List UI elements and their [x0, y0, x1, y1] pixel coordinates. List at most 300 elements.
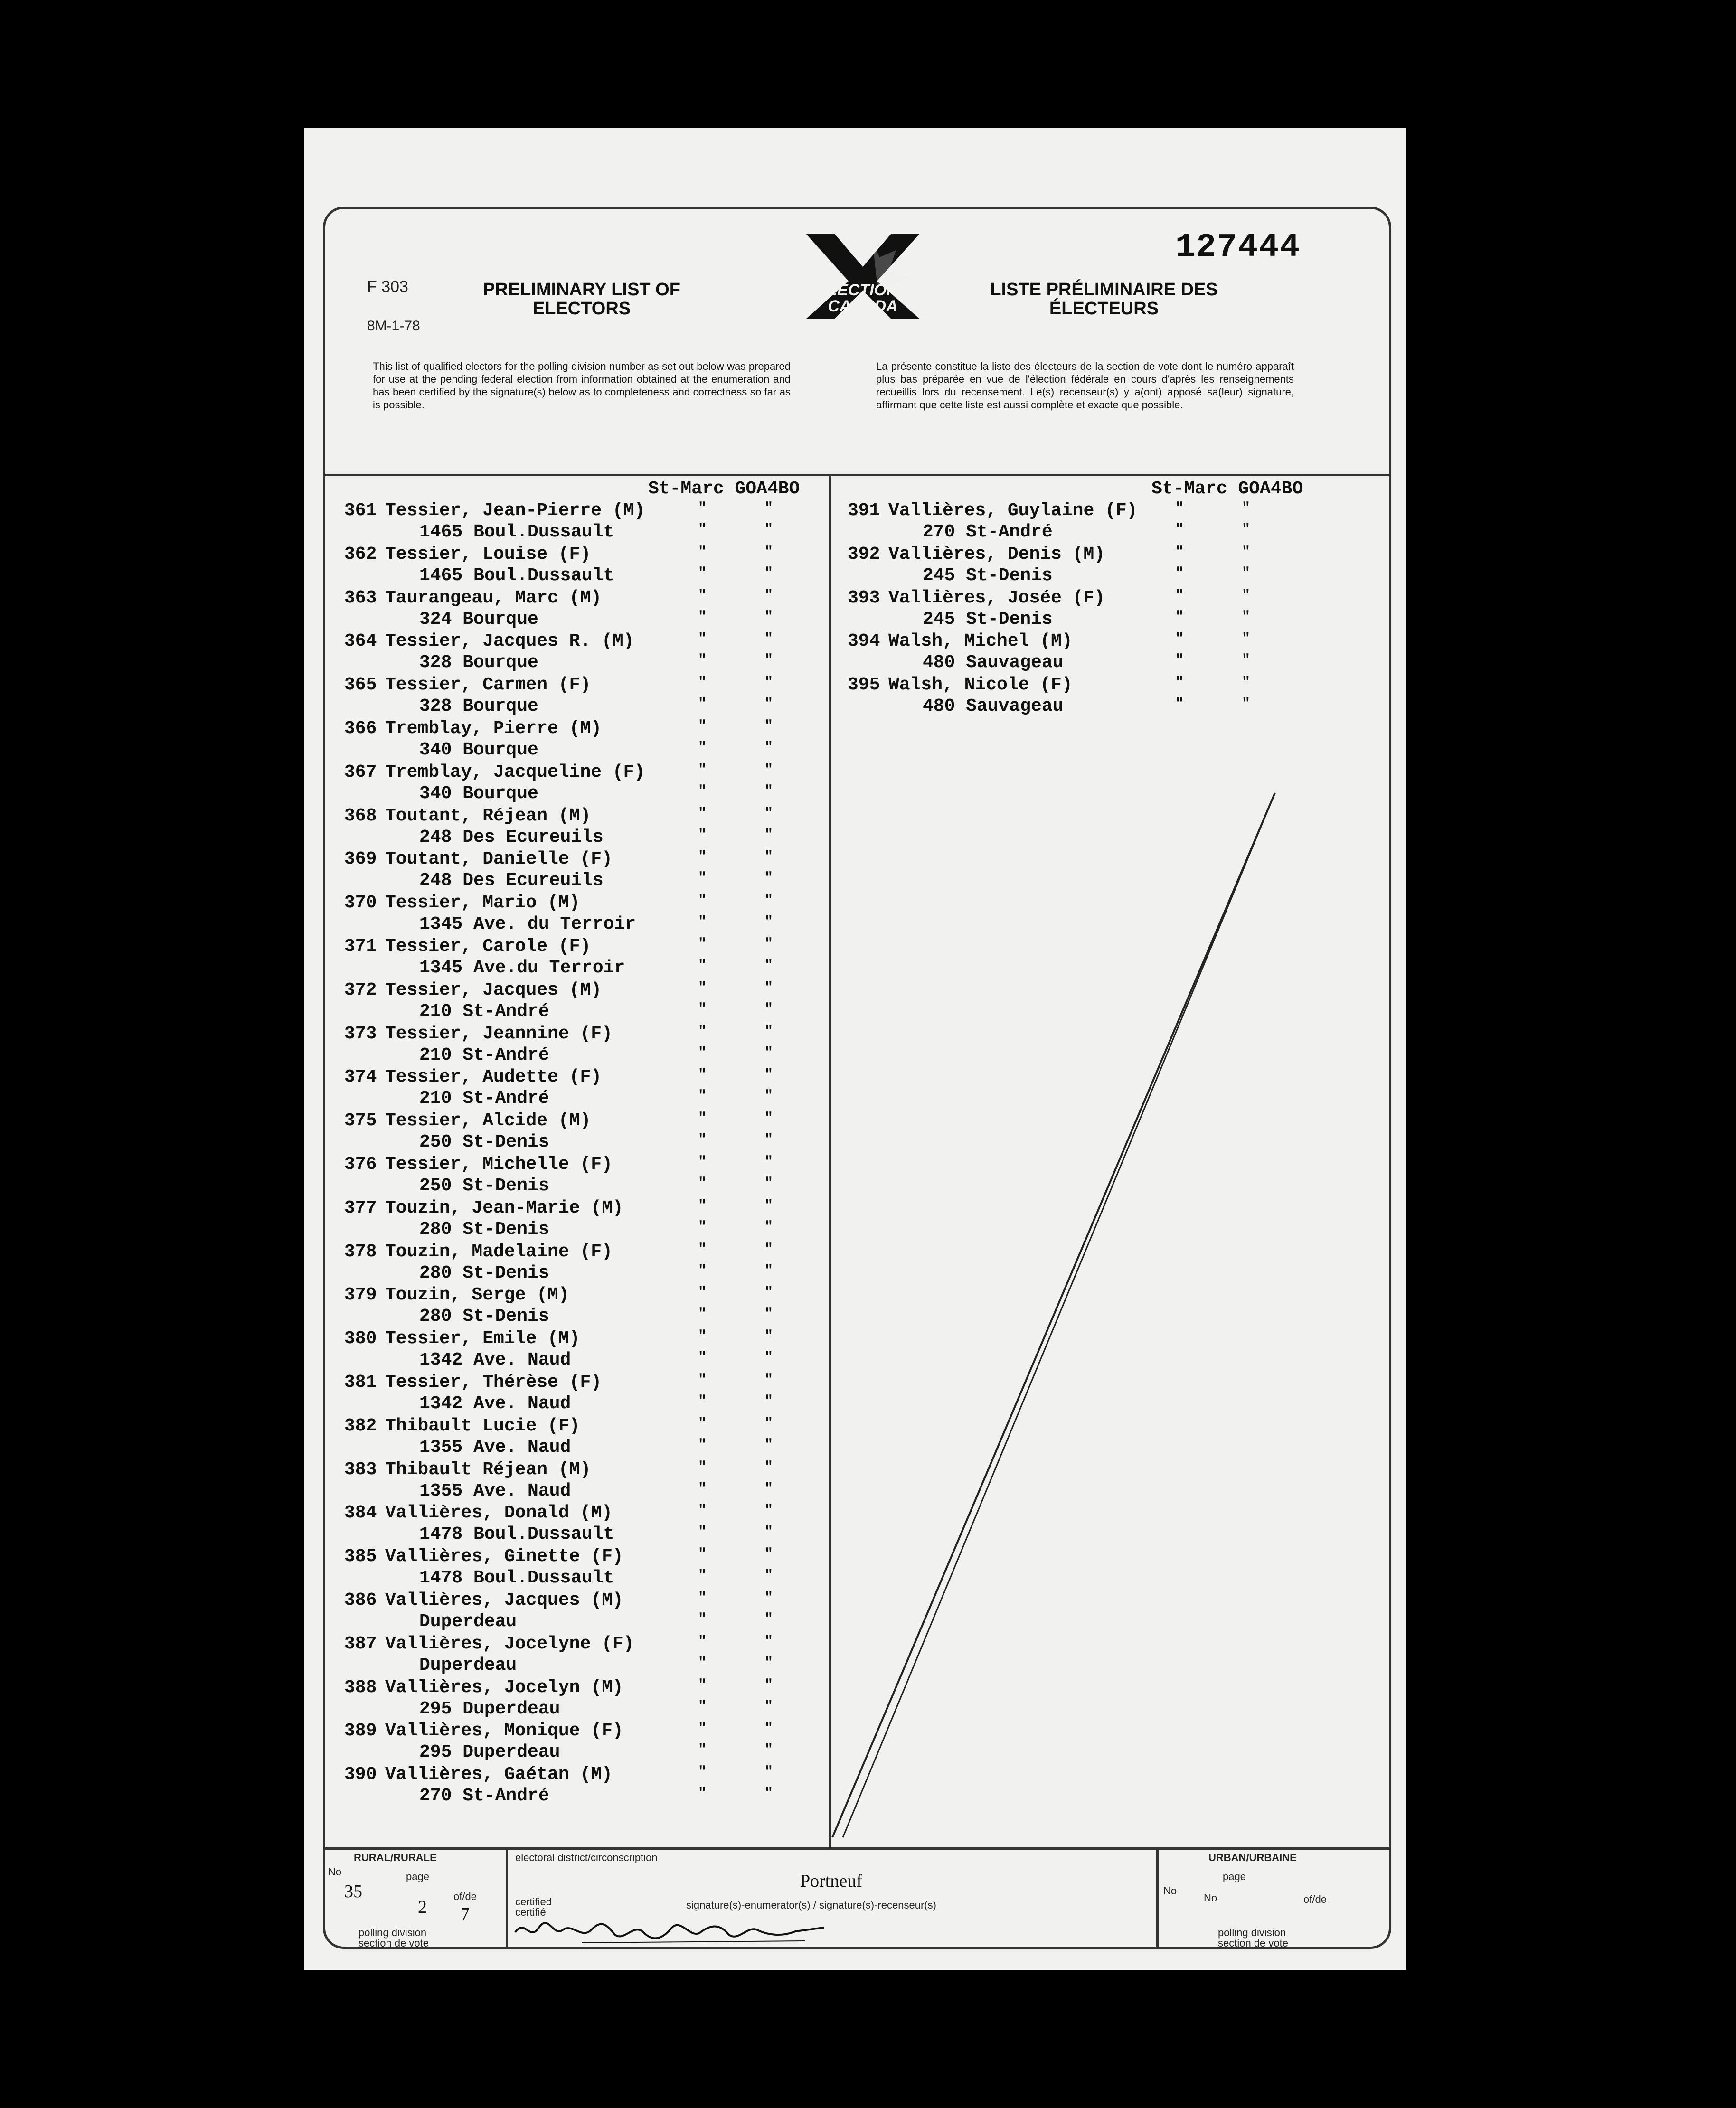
elector-entry: [848, 675, 1379, 718]
elector-name: Touzin, Serge (M): [385, 1285, 569, 1306]
elector-address: 280 St-Denis: [419, 1219, 549, 1240]
elections-canada-logo: [801, 229, 925, 324]
title-fr-line2: ÉLECTEURS: [1049, 299, 1159, 319]
elector-number: 367: [344, 762, 377, 782]
elector-address: 210 St-André: [419, 1045, 549, 1065]
ditto-mark: ": [698, 1437, 707, 1453]
ditto-mark: ": [764, 1219, 774, 1235]
ditto-mark: ": [698, 1241, 707, 1258]
elector-number: 391: [848, 500, 880, 521]
ditto-mark: ": [698, 609, 707, 625]
ditto-mark: ": [698, 500, 707, 517]
ditto-mark: ": [698, 1786, 707, 1802]
ditto-mark: ": [1175, 565, 1184, 582]
urban-polling-label-fr: section de vote: [1218, 1937, 1288, 1949]
ditto-mark: ": [1175, 631, 1184, 648]
elector-entry: [344, 1503, 824, 1546]
ditto-mark: ": [698, 1110, 707, 1127]
elector-number: 361: [344, 500, 377, 521]
elector-name: Tessier, Michelle (F): [385, 1154, 613, 1175]
ditto-mark: ": [764, 1328, 774, 1345]
ditto-mark: ": [698, 893, 707, 909]
elector-entry: [344, 1110, 824, 1154]
elector-name: Toutant, Danielle (F): [385, 849, 613, 870]
rural-label: RURAL/RURALE: [354, 1852, 437, 1863]
ditto-mark: ": [698, 1655, 707, 1671]
ditto-mark: ": [698, 805, 707, 822]
rural-no-label: No: [328, 1866, 342, 1878]
ditto-mark: ": [764, 1306, 774, 1323]
intro-text-english: This list of qualified electors for the polling division number as set out below was prepared for use at the pending federal election from information obtained at the enumeration and has been certified by the signature(s) below as to completeness and correctness so far as is possible.: [373, 360, 791, 411]
ditto-mark: ": [764, 936, 774, 952]
ditto-mark: ": [698, 1393, 707, 1410]
ditto-mark: ": [764, 1459, 774, 1476]
elector-number: 382: [344, 1415, 377, 1436]
ditto-mark: ": [764, 500, 774, 517]
ditto-mark: ": [1242, 522, 1251, 538]
ditto-mark: ": [764, 1372, 774, 1388]
ditto-mark: ": [698, 1023, 707, 1040]
elector-entry: [344, 806, 824, 849]
elector-name: Tessier, Jacques R. (M): [385, 631, 634, 652]
ditto-mark: ": [764, 1197, 774, 1214]
ditto-mark: ": [698, 1480, 707, 1497]
title-en-line1: PRELIMINARY LIST OF: [483, 280, 680, 300]
elector-number: 394: [848, 631, 880, 652]
ditto-mark: ": [764, 1262, 774, 1279]
ditto-mark: ": [764, 1546, 774, 1563]
elector-number: 393: [848, 587, 880, 608]
ditto-mark: ": [764, 1088, 774, 1105]
ditto-mark: ": [698, 1350, 707, 1366]
ditto-mark: ": [764, 1175, 774, 1192]
ditto-mark: ": [698, 1677, 707, 1694]
ditto-mark: ": [698, 1001, 707, 1017]
elector-name: Touzin, Jean-Marie (M): [385, 1197, 623, 1218]
ditto-mark: ": [698, 1590, 707, 1606]
elector-address: 1345 Ave. du Terroir: [419, 914, 636, 935]
form-border: [323, 207, 1391, 1949]
ditto-mark: ": [698, 1611, 707, 1628]
elector-name: Vallières, Monique (F): [385, 1721, 623, 1741]
elector-address: 295 Duperdeau: [419, 1742, 560, 1763]
intro-text-french: La présente constitue la liste des électeurs de la section de vote dont le numéro apparaît plus bas préparée en vue de l'élection fédérale en cours d'après les renseignements recueillis lors du recensement. Le(s) recenseur(s) y a(ont) apposé sa(leur) signature, affirmant que cette liste est aussi complète et exacte que possible.: [876, 360, 1294, 411]
elector-address: 324 Bourque: [419, 609, 538, 630]
ditto-mark: ": [764, 1393, 774, 1410]
title-fr-line1: LISTE PRÉLIMINAIRE DES: [990, 280, 1218, 300]
ditto-mark: ": [698, 652, 707, 669]
ditto-mark: ": [698, 675, 707, 691]
elector-address: 328 Bourque: [419, 652, 538, 673]
ditto-mark: ": [764, 1154, 774, 1170]
elector-entry: [344, 1546, 824, 1590]
elector-name: Vallières, Ginette (F): [385, 1546, 623, 1567]
elector-number: 370: [344, 893, 377, 913]
elector-number: 365: [344, 675, 377, 696]
elector-number: 395: [848, 675, 880, 696]
elector-number: 380: [344, 1328, 377, 1349]
ditto-mark: ": [764, 587, 774, 604]
ditto-mark: ": [698, 1721, 707, 1737]
footer-rural-divider: [506, 1847, 508, 1947]
ditto-mark: ": [698, 522, 707, 538]
ditto-mark: ": [764, 1568, 774, 1584]
elector-name: Vallières, Josée (F): [888, 587, 1105, 608]
elector-address: 210 St-André: [419, 1088, 549, 1109]
elector-entry: [344, 1634, 824, 1677]
elector-number: 388: [344, 1677, 377, 1698]
elector-address: Duperdeau: [419, 1655, 517, 1675]
elector-address: Duperdeau: [419, 1611, 517, 1632]
urban-no-label-top: No: [1163, 1885, 1177, 1897]
ditto-mark: ": [764, 631, 774, 648]
ditto-mark: ": [698, 1328, 707, 1345]
elector-entry: [344, 1242, 824, 1285]
page-total: 7: [461, 1904, 470, 1924]
elector-name: Tessier, Carmen (F): [385, 675, 591, 696]
rural-page-label: page: [406, 1871, 429, 1882]
elector-list-left: [344, 500, 824, 1808]
urban-label: URBAN/URBAINE: [1208, 1852, 1297, 1863]
elector-entry: [344, 588, 824, 631]
cancellation-line: [829, 774, 1303, 1847]
ditto-mark: ": [764, 675, 774, 691]
ditto-mark: ": [764, 1415, 774, 1432]
elector-number: 387: [344, 1633, 377, 1654]
elector-number: 383: [344, 1459, 377, 1480]
ditto-mark: ": [764, 957, 774, 974]
locality-left: St-Marc GOA4BO: [648, 479, 800, 499]
ditto-mark: ": [698, 1372, 707, 1388]
ditto-mark: ": [1242, 696, 1251, 713]
ditto-mark: ": [764, 1742, 774, 1759]
ditto-mark: ": [764, 739, 774, 756]
elector-number: 369: [344, 849, 377, 870]
ditto-mark: ": [1175, 522, 1184, 538]
elector-name: Tessier, Alcide (M): [385, 1110, 591, 1131]
ditto-mark: ": [764, 979, 774, 996]
certified-label-fr: certifié: [515, 1906, 546, 1918]
ditto-mark: ": [698, 957, 707, 974]
polling-label-fr: section de vote: [359, 1937, 429, 1949]
ditto-mark: ": [698, 1524, 707, 1541]
ditto-mark: ": [764, 696, 774, 713]
elector-name: Tessier, Jeannine (F): [385, 1023, 613, 1044]
elector-name: Tessier, Mario (M): [385, 893, 580, 913]
ditto-mark: ": [764, 805, 774, 822]
serial-number: 127444: [1175, 229, 1301, 266]
elector-address: 295 Duperdeau: [419, 1698, 560, 1719]
ditto-mark: ": [1175, 609, 1184, 625]
ditto-mark: ": [698, 1764, 707, 1781]
ditto-mark: ": [698, 1306, 707, 1323]
ditto-mark: ": [1175, 696, 1184, 713]
elector-address: 250 St-Denis: [419, 1132, 549, 1153]
ditto-mark: ": [698, 1285, 707, 1301]
elector-name: Tessier, Jean-Pierre (M): [385, 500, 645, 521]
elector-name: Tessier, Carole (F): [385, 936, 591, 957]
ditto-mark: ": [764, 1524, 774, 1541]
elector-number: 381: [344, 1372, 377, 1393]
elector-number: 368: [344, 805, 377, 826]
ditto-mark: ": [764, 893, 774, 909]
logo-text-canada: CANADA: [828, 297, 898, 315]
ditto-mark: ": [764, 1633, 774, 1650]
elector-name: Tessier, Emile (M): [385, 1328, 580, 1349]
elector-address: 328 Bourque: [419, 696, 538, 717]
elector-name: Tremblay, Pierre (M): [385, 718, 602, 739]
ditto-mark: ": [698, 1503, 707, 1519]
elector-number: 363: [344, 587, 377, 608]
elector-number: 378: [344, 1241, 377, 1262]
elector-address: 280 St-Denis: [419, 1262, 549, 1283]
ditto-mark: ": [698, 1568, 707, 1584]
ditto-mark: ": [698, 1698, 707, 1715]
urban-polling-label-en: polling division: [1218, 1927, 1286, 1939]
ditto-mark: ": [1175, 544, 1184, 560]
ditto-mark: ": [764, 1001, 774, 1017]
elector-name: Toutant, Réjean (M): [385, 805, 591, 826]
ditto-mark: ": [698, 1154, 707, 1170]
elector-entry: [848, 544, 1379, 588]
title-en-line2: ELECTORS: [532, 299, 631, 319]
elector-number: 362: [344, 544, 377, 565]
elector-number: 376: [344, 1154, 377, 1175]
elector-entry: [344, 1285, 824, 1328]
elector-name: Thibault Réjean (M): [385, 1459, 591, 1480]
ditto-mark: ": [764, 1698, 774, 1715]
elector-address: 1342 Ave. Naud: [419, 1350, 571, 1371]
elector-address: 480 Sauvageau: [923, 652, 1064, 673]
ditto-mark: ": [1242, 500, 1251, 517]
locality-right: St-Marc GOA4BO: [1151, 479, 1303, 499]
ditto-mark: ": [698, 827, 707, 843]
ditto-mark: ": [764, 522, 774, 538]
form-date: 8M-1-78: [367, 318, 420, 334]
elector-address: 280 St-Denis: [419, 1306, 549, 1327]
ditto-mark: ": [764, 1023, 774, 1040]
enumerator-signature: [510, 1913, 833, 1947]
ditto-mark: ": [1242, 609, 1251, 625]
ditto-mark: ": [764, 1611, 774, 1628]
ditto-mark: ": [698, 1067, 707, 1083]
elector-number: 377: [344, 1197, 377, 1218]
ditto-mark: ": [764, 1721, 774, 1737]
elector-address: 1465 Boul.Dussault: [419, 565, 614, 586]
ditto-mark: ": [764, 1437, 774, 1453]
page-number: 2: [418, 1897, 427, 1917]
ditto-mark: ": [698, 1742, 707, 1759]
elector-entry: [344, 1067, 824, 1110]
elector-name: Tessier, Audette (F): [385, 1067, 602, 1088]
elector-number: 390: [344, 1764, 377, 1785]
elector-entry: [848, 500, 1379, 544]
ditto-mark: ": [1175, 675, 1184, 691]
ditto-mark: ": [698, 1197, 707, 1214]
elector-entry: [344, 718, 824, 762]
ditto-mark: ": [764, 1764, 774, 1781]
ditto-mark: ": [764, 849, 774, 866]
logo-text-elections: ELECTIONS: [816, 281, 909, 299]
ditto-mark: ": [764, 565, 774, 582]
elector-entry: [344, 1154, 824, 1198]
ditto-mark: ": [1242, 565, 1251, 582]
elector-address: 245 St-Denis: [923, 609, 1053, 630]
elector-entry: [848, 588, 1379, 631]
ditto-mark: ": [698, 979, 707, 996]
ditto-mark: ": [698, 696, 707, 713]
elector-entry: [344, 1590, 824, 1634]
elector-number: 375: [344, 1110, 377, 1131]
elector-address: 1355 Ave. Naud: [419, 1480, 571, 1501]
elector-entry: [344, 1721, 824, 1764]
elector-address: 1345 Ave.du Terroir: [419, 957, 625, 978]
ditto-mark: ": [698, 1415, 707, 1432]
ditto-mark: ": [698, 936, 707, 952]
elector-name: Tessier, Louise (F): [385, 544, 591, 565]
elector-address: 250 St-Denis: [419, 1175, 549, 1196]
elector-name: Tessier, Jacques (M): [385, 979, 602, 1000]
elector-entry: [344, 500, 824, 544]
ditto-mark: ": [1242, 587, 1251, 604]
elector-entry: [344, 1372, 824, 1416]
form-number: F 303: [367, 278, 408, 296]
elector-number: 371: [344, 936, 377, 957]
ditto-mark: ": [764, 652, 774, 669]
elector-number: 392: [848, 544, 880, 565]
elector-name: Vallières, Donald (M): [385, 1503, 613, 1524]
elector-entry: [344, 1024, 824, 1067]
ditto-mark: ": [764, 783, 774, 800]
urban-page-label: page: [1223, 1871, 1246, 1882]
elector-address: 1342 Ave. Naud: [419, 1393, 571, 1414]
ditto-mark: ": [764, 1110, 774, 1127]
ditto-mark: ": [764, 870, 774, 887]
ditto-mark: ": [764, 1655, 774, 1671]
elector-address: 480 Sauvageau: [923, 696, 1064, 717]
ditto-mark: ": [1175, 652, 1184, 669]
elector-address: 1355 Ave. Naud: [419, 1437, 571, 1458]
signature-label: signature(s)-enumerator(s) / signature(s)-recenseur(s): [686, 1899, 936, 1911]
elector-entry: [344, 631, 824, 675]
ditto-mark: ": [764, 1480, 774, 1497]
ditto-mark: ": [698, 1088, 707, 1105]
ditto-mark: ": [764, 762, 774, 778]
elector-name: Vallières, Guylaine (F): [888, 500, 1138, 521]
elector-name: Vallières, Denis (M): [888, 544, 1105, 565]
elector-entry: [344, 980, 824, 1024]
ditto-mark: ": [698, 1633, 707, 1650]
ditto-mark: ": [1242, 544, 1251, 560]
elector-entry: [848, 631, 1379, 675]
ditto-mark: ": [764, 827, 774, 843]
ditto-mark: ": [1242, 652, 1251, 669]
ditto-mark: ": [764, 1132, 774, 1148]
header-divider: [325, 474, 1389, 476]
ditto-mark: ": [764, 1350, 774, 1366]
elector-name: Tremblay, Jacqueline (F): [385, 762, 645, 782]
ditto-mark: ": [698, 565, 707, 582]
elector-address: 270 St-André: [923, 522, 1053, 542]
ditto-mark: ": [764, 1590, 774, 1606]
elector-number: 366: [344, 718, 377, 739]
ditto-mark: ": [1242, 675, 1251, 691]
elector-address: 340 Bourque: [419, 783, 538, 804]
elector-list-right: [848, 500, 1379, 718]
district-label: electoral district/circonscription: [515, 1852, 658, 1863]
elector-name: Thibault Lucie (F): [385, 1415, 580, 1436]
elector-entry: [344, 1764, 824, 1808]
urban-polling-label: [1218, 1928, 1288, 1948]
elector-number: 384: [344, 1503, 377, 1524]
elector-entry: [344, 762, 824, 806]
elector-name: Vallières, Jacques (M): [385, 1590, 623, 1610]
ditto-mark: ": [764, 1285, 774, 1301]
ditto-mark: ": [698, 1132, 707, 1148]
elector-entry: [344, 544, 824, 588]
ditto-mark: ": [698, 870, 707, 887]
ditto-mark: ": [698, 783, 707, 800]
elector-entry: [344, 1459, 824, 1503]
elector-name: Walsh, Nicole (F): [888, 675, 1073, 696]
elector-entry: [344, 849, 824, 893]
urban-no-label: No: [1204, 1892, 1217, 1904]
title-french: [971, 280, 1237, 318]
ditto-mark: ": [764, 914, 774, 931]
ditto-mark: ": [764, 1067, 774, 1083]
elector-number: 374: [344, 1067, 377, 1088]
elector-address: 1465 Boul.Dussault: [419, 522, 614, 542]
ditto-mark: ": [698, 1459, 707, 1476]
ditto-mark: ": [764, 609, 774, 625]
ditto-mark: ": [698, 739, 707, 756]
elector-number: 379: [344, 1285, 377, 1306]
elector-address: 1478 Boul.Dussault: [419, 1524, 614, 1545]
ditto-mark: ": [698, 1262, 707, 1279]
elector-entry: [344, 1416, 824, 1459]
elector-number: 386: [344, 1590, 377, 1610]
ditto-mark: ": [764, 1786, 774, 1802]
elector-entry: [344, 936, 824, 980]
ditto-mark: ": [764, 544, 774, 560]
ditto-mark: ": [698, 914, 707, 931]
ditto-mark: ": [698, 1175, 707, 1192]
ditto-mark: ": [1175, 500, 1184, 517]
elector-entry: [344, 1198, 824, 1242]
elector-entry: [344, 893, 824, 936]
ditto-mark: ": [698, 544, 707, 560]
elector-number: 372: [344, 979, 377, 1000]
elector-number: 364: [344, 631, 377, 652]
ditto-mark: ": [698, 1219, 707, 1235]
polling-division-label: [359, 1928, 429, 1948]
elector-name: Vallières, Jocelyn (M): [385, 1677, 623, 1698]
elector-number: 385: [344, 1546, 377, 1567]
elector-name: Touzin, Madelaine (F): [385, 1241, 613, 1262]
document-page: [304, 128, 1406, 1970]
elector-address: 248 Des Ecureuils: [419, 827, 604, 847]
ditto-mark: ": [764, 1045, 774, 1061]
elector-name: Vallières, Gaétan (M): [385, 1764, 613, 1785]
certified-label-en: certified: [515, 1896, 552, 1908]
elector-entry: [344, 1328, 824, 1372]
district-value: Portneuf: [800, 1871, 862, 1891]
elector-address: 245 St-Denis: [923, 565, 1053, 586]
ditto-mark: ": [698, 631, 707, 648]
elector-address: 1478 Boul.Dussault: [419, 1568, 614, 1589]
footer-urban-divider: [1156, 1847, 1159, 1947]
ditto-mark: ": [764, 1241, 774, 1258]
